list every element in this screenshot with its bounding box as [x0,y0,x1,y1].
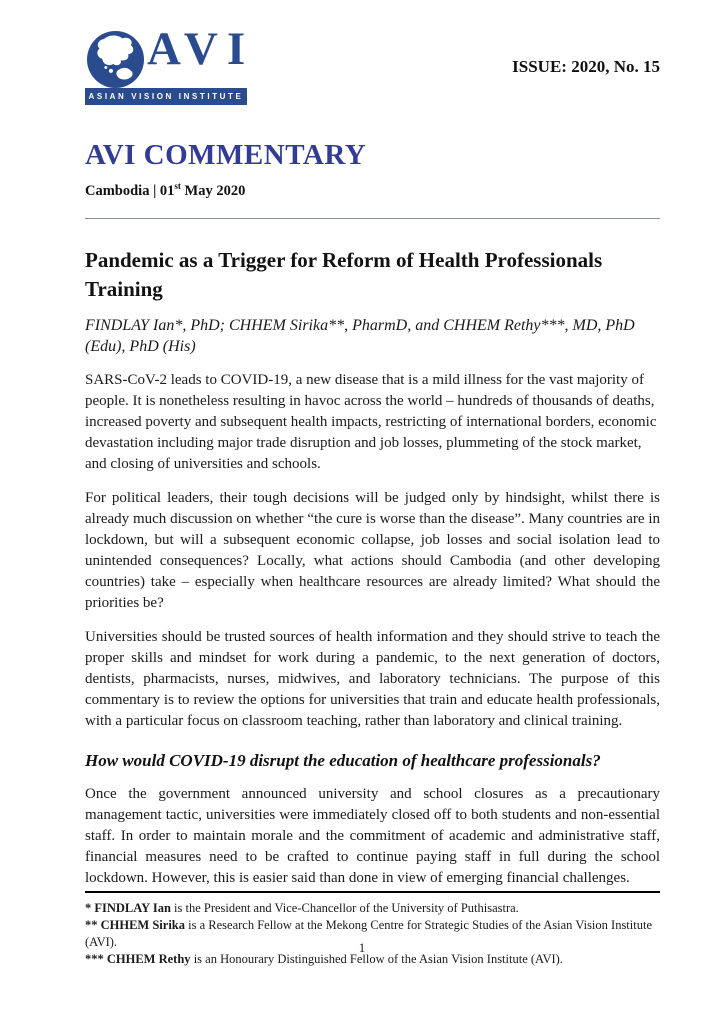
masthead-title: AVI COMMENTARY [85,139,367,171]
footnote-1-text: is the President and Vice-Chancellor of the University of Puthisastra. [170,901,519,916]
article-body [85,246,660,889]
page-number: 1 [358,940,366,955]
header-divider [85,218,660,219]
logo-acronym: AVI [147,23,255,75]
paragraph-2: For political leaders, their tough decisions will be judged only by hindsight, whilst there is already much discussion on whether “the cure is worse than the disease”. Many countries are in lockdown, but will a subsequent economic collapse, job losses and social isolation lead to unintended consequences? Locally, what actions should Cambodia (and other developing countries) take – especially when healthcare resources are already limited? What should the priorities be? [85,490,660,612]
globe-asia-icon [87,31,144,88]
dateline-superscript: st [174,181,181,192]
dateline-suffix: May 2020 [180,183,246,200]
dateline [85,181,660,200]
avi-logo [85,23,255,108]
footnote-divider [85,891,660,893]
issue-label: ISSUE: 2020, No. 15 [512,57,660,76]
footnote-1 [85,900,660,917]
footnote-1-author: * FINDLAY Ian [85,901,171,916]
footnote-2-author: ** CHHEM Sirika [85,918,186,933]
paragraph-4: Once the government announced university and school closures as a precautionary management tactic, universities were immediately closed off to both students and non-essential staff. In order to maintain morale and the commitment of academic and administrative staff, financial measures need to be crafted to continue paying staff in full during the school lockdown. However, this is easier said than done in view of emerging financial challenges. [85,786,660,887]
paragraph-3: Universities should be trusted sources of health information and they should strive to teach the proper skills and mindset for work during a pandemic, to the next generation of doctors, dentists, pharmacists, nurses, midwives, and laboratory technicians. The purpose of this commentary is to review the options for universities that train and educate health professionals, with a particular focus on classroom teaching, rather than laboratory and clinical training. [85,629,660,730]
article-authors: FINDLAY Ian*, PhD; CHHEM Sirika**, PharmD, and CHHEM Rethy***, MD, PhD (Edu), PhD (His) [85,317,635,356]
logo-subtitle: ASIAN VISION INSTITUTE [85,88,247,105]
footnotes [85,900,660,968]
dateline-prefix: Cambodia | 01 [85,183,175,200]
paragraph-1: SARS-CoV-2 leads to COVID-19, a new disease that is a mild illness for the vast majority of people. It is nonetheless resulting in havoc across the world – hundreds of thousands of deaths, increased poverty and subsequent health impacts, restricting of international borders, economic devastation including major trade disruption and job losses, plummeting of the stock market, and closing of universities and schools. [85,372,657,473]
article-title: Pandemic as a Trigger for Reform of Health Professionals Training [85,248,603,302]
footnote-3-text: is an Honourary Distinguished Fellow of the Asian Vision Institute (AVI). [190,952,563,967]
section-heading: How would COVID-19 disrupt the education of healthcare professionals? [85,751,601,771]
footnote-3-author: *** CHHEM Rethy [85,952,191,967]
document-header [85,23,660,108]
footnote-2-text: is a Research Fellow at the Mekong Centre for Strategic Studies of the Asian Vision Institute (AVI). [85,918,653,950]
